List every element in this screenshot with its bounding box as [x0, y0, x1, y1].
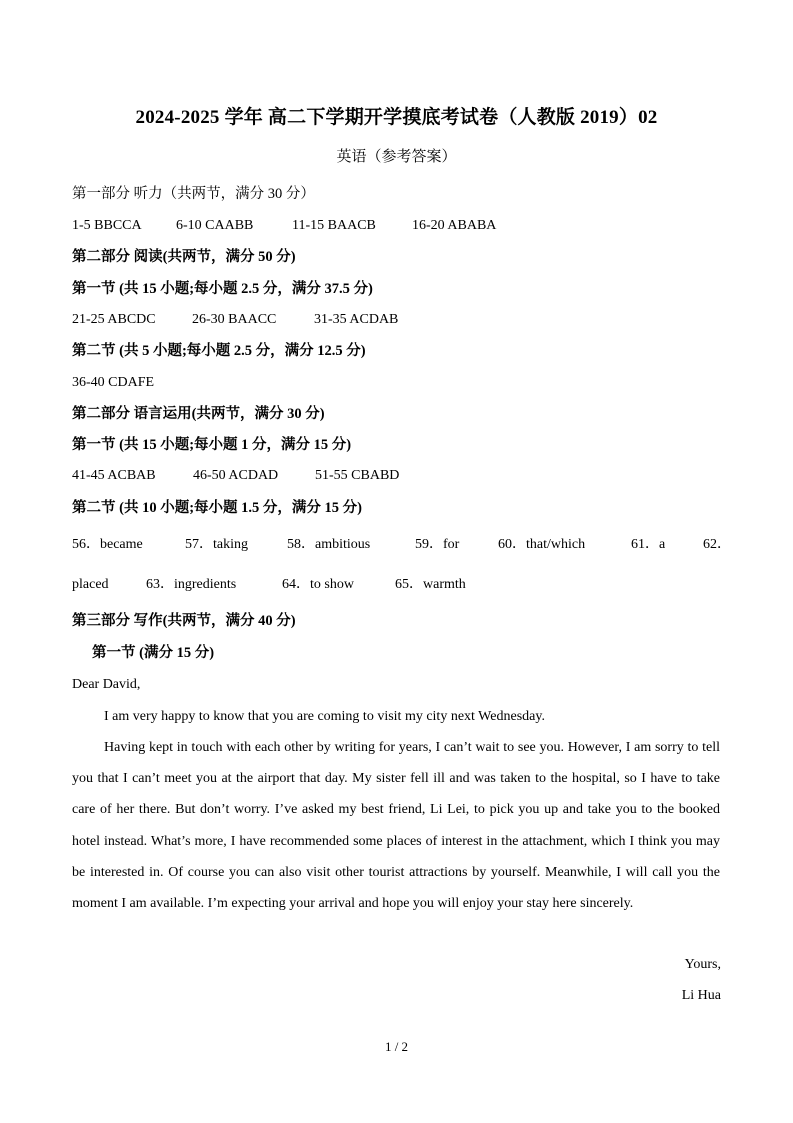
- writing-heading: 第三部分 写作(共两节，满分 40 分): [72, 613, 296, 629]
- letter-signature: Li Hua: [681, 988, 721, 1003]
- reading-section2-answers: [72, 373, 154, 393]
- answer-group: 26-30 BAACC: [192, 312, 277, 327]
- answer-group: 11-15 BAACB: [292, 218, 376, 233]
- writing-section1-heading: 第一节 (满分 15 分): [92, 645, 215, 661]
- letter-paragraph-2: Having kept in touch with each other by writing for years, I can’t wait to see you. However, I am sorry to tell you that I can’t meet you at the airport that day. My sister fell ill and was taken to the hospital, so I have to take care of her there. But don’t worry. I’ve asked my best friend, Li Lei, to pick you up and take you to the booked hotel instead. What’s more, I have recommended some places of interest in the attachment, which I think you may be interested in. Of course you can also visit other tourist attractions by yourself. Meanwhile, I will call you the moment I am available. I’m expecting your arrival and hope you will enjoy your stay here sincerely.: [72, 740, 720, 912]
- answer-group: 6-10 CAABB: [176, 218, 254, 233]
- reading-heading: 第二部分 阅读(共两节，满分 50 分): [72, 249, 296, 265]
- answer-group: 41-45 ACBAB: [72, 468, 156, 483]
- letter-salutation: Dear David,: [72, 677, 141, 692]
- fill-answer: 64．to show: [282, 577, 354, 592]
- document-subtitle: 英语（参考答案）: [336, 149, 457, 165]
- fill-answer: placed: [72, 577, 109, 592]
- fill-answers-row-1: [72, 535, 731, 555]
- document-title: 2024-2025 学年 高二下学期开学摸底考试卷（人教版 2019）02: [135, 107, 658, 128]
- listening-answers: [72, 216, 496, 236]
- fill-answer: 65．warmth: [395, 577, 466, 592]
- fill-answer: 56．became: [72, 537, 143, 552]
- fill-answer: 62．: [703, 537, 731, 552]
- fill-answer: 60．that/which: [498, 537, 586, 552]
- answer-group: 51-55 CBABD: [315, 468, 400, 483]
- answer-group: 16-20 ABABA: [412, 218, 497, 233]
- language-section2-heading: 第二节 (共 10 小题;每小题 1.5 分，满分 15 分): [72, 500, 362, 516]
- answer-group: 36-40 CDAFE: [72, 375, 155, 390]
- fill-answer: 61．a: [631, 537, 666, 552]
- language-heading: 第二部分 语言运用(共两节，满分 30 分): [72, 406, 325, 422]
- answer-group: 31-35 ACDAB: [314, 312, 399, 327]
- language-section1-heading: 第一节 (共 15 小题;每小题 1 分，满分 15 分): [72, 437, 352, 453]
- listening-heading: 第一部分 听力（共两节，满分 30 分）: [72, 186, 315, 202]
- reading-section1-heading: 第一节 (共 15 小题;每小题 2.5 分，满分 37.5 分): [72, 281, 373, 297]
- fill-answer: 63．ingredients: [146, 577, 237, 592]
- letter-paragraph-1: I am very happy to know that you are coming to visit my city next Wednesday.: [104, 709, 545, 724]
- reading-section2-heading: 第二节 (共 5 小题;每小题 2.5 分，满分 12.5 分): [72, 343, 366, 359]
- fill-answer: 59．for: [415, 537, 460, 552]
- answer-group: 46-50 ACDAD: [193, 468, 279, 483]
- fill-answer: 57．taking: [185, 537, 248, 552]
- language-section1-answers: [72, 466, 399, 486]
- fill-answer: 58．ambitious: [287, 537, 371, 552]
- letter-closing: Yours,: [684, 957, 721, 972]
- answer-group: 21-25 ABCDC: [72, 312, 156, 327]
- page-number: 1 / 2: [384, 1039, 409, 1054]
- reading-section1-answers: [72, 310, 398, 330]
- answer-group: 1-5 BBCCA: [72, 218, 142, 233]
- fill-answers-row-2: [72, 575, 724, 595]
